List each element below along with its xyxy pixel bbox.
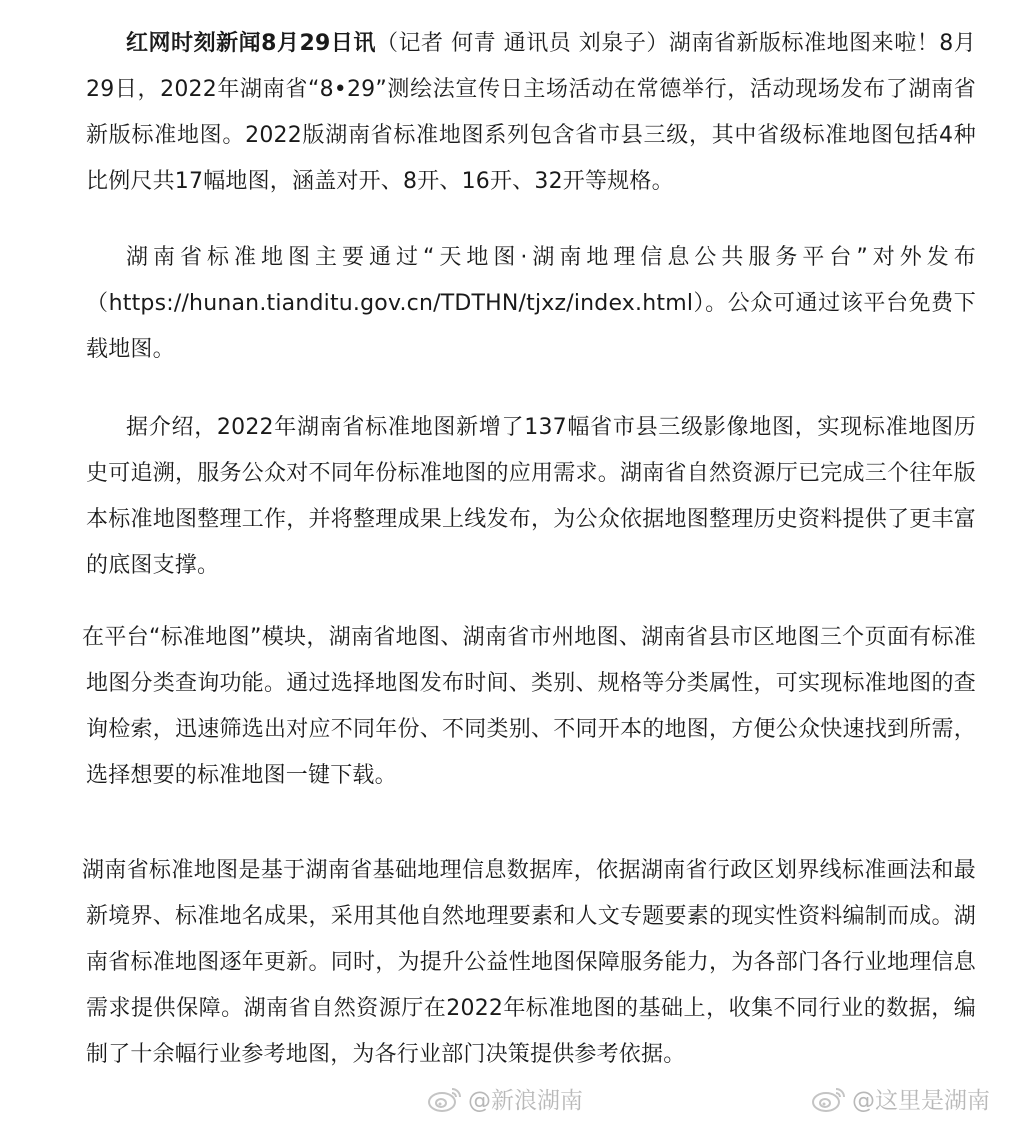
paragraph-3: 据介绍，2022年湖南省标准地图新增了137幅省市县三级影像地图，实现标准地图历史可追溯，服务公众对不同年份标准地图的应用需求。湖南省自然资源厅已完成三个往年版本标准地图整理工作，并将整理成果上线发布，为公众依据地图整理历史资料提供了更丰富的底图支撑。 — [86, 415, 976, 578]
paragraph-5: 湖南省标准地图是基于湖南省基础地理信息数据库，依据湖南省行政区划界线标准画法和最新境界、标准地名成果，采用其他自然地理要素和人文专题要素的现实性资料编制而成。湖南省标准地图逐年更新。同时，为提升公益性地图保障服务能力，为各部门各行业地理信息需求提供保障。湖南省自然资源厅在2022年标准地图的基础上，收集不同行业的数据，编制了十余幅行业参考地图，为各行业部门决策提供参考依据。 — [82, 858, 976, 1067]
paragraph-4: 在平台“标准地图”模块，湖南省地图、湖南省市州地图、湖南省县市区地图三个页面有标准地图分类查询功能。通过选择地图发布时间、类别、规格等分类属性，可实现标准地图的查询检索，迅速筛选出对应不同年份、不同类别、不同开本的地图，方便公众快速找到所需，选择想要的标准地图一键下载。 — [82, 625, 976, 788]
watermark-sina-hunan — [426, 1080, 583, 1116]
watermark-right-text: @这里是湖南 — [852, 1087, 990, 1114]
paragraph-2: 湖南省标准地图主要通过“天地图·湖南地理信息公共服务平台”对外发布（https://hunan.tianditu.gov.cn/TDTHN/tjxz/index.html）。公众可通过该平台免费下载地图。 — [86, 245, 976, 362]
paragraph-1 — [86, 21, 976, 205]
watermark-left-text: @新浪湖南 — [468, 1087, 583, 1114]
watermark-here-is-hunan — [810, 1080, 990, 1116]
paragraph-1-text: （记者 何青 通讯员 刘泉子）湖南省新版标准地图来啦！8月29日，2022年湖南省“8•29”测绘法宣传日主场活动在常德举行，活动现场发布了湖南省新版标准地图。2022版湖南省标准地图系列包含省市县三级，其中省级标准地图包括4种比例尺共17幅地图，涵盖对开、8开、16开、32开等规格。 — [86, 31, 977, 194]
weibo-icon — [426, 1083, 464, 1113]
news-dateline: 红网时刻新闻8月29日讯 — [126, 31, 376, 56]
weibo-icon — [810, 1083, 848, 1113]
